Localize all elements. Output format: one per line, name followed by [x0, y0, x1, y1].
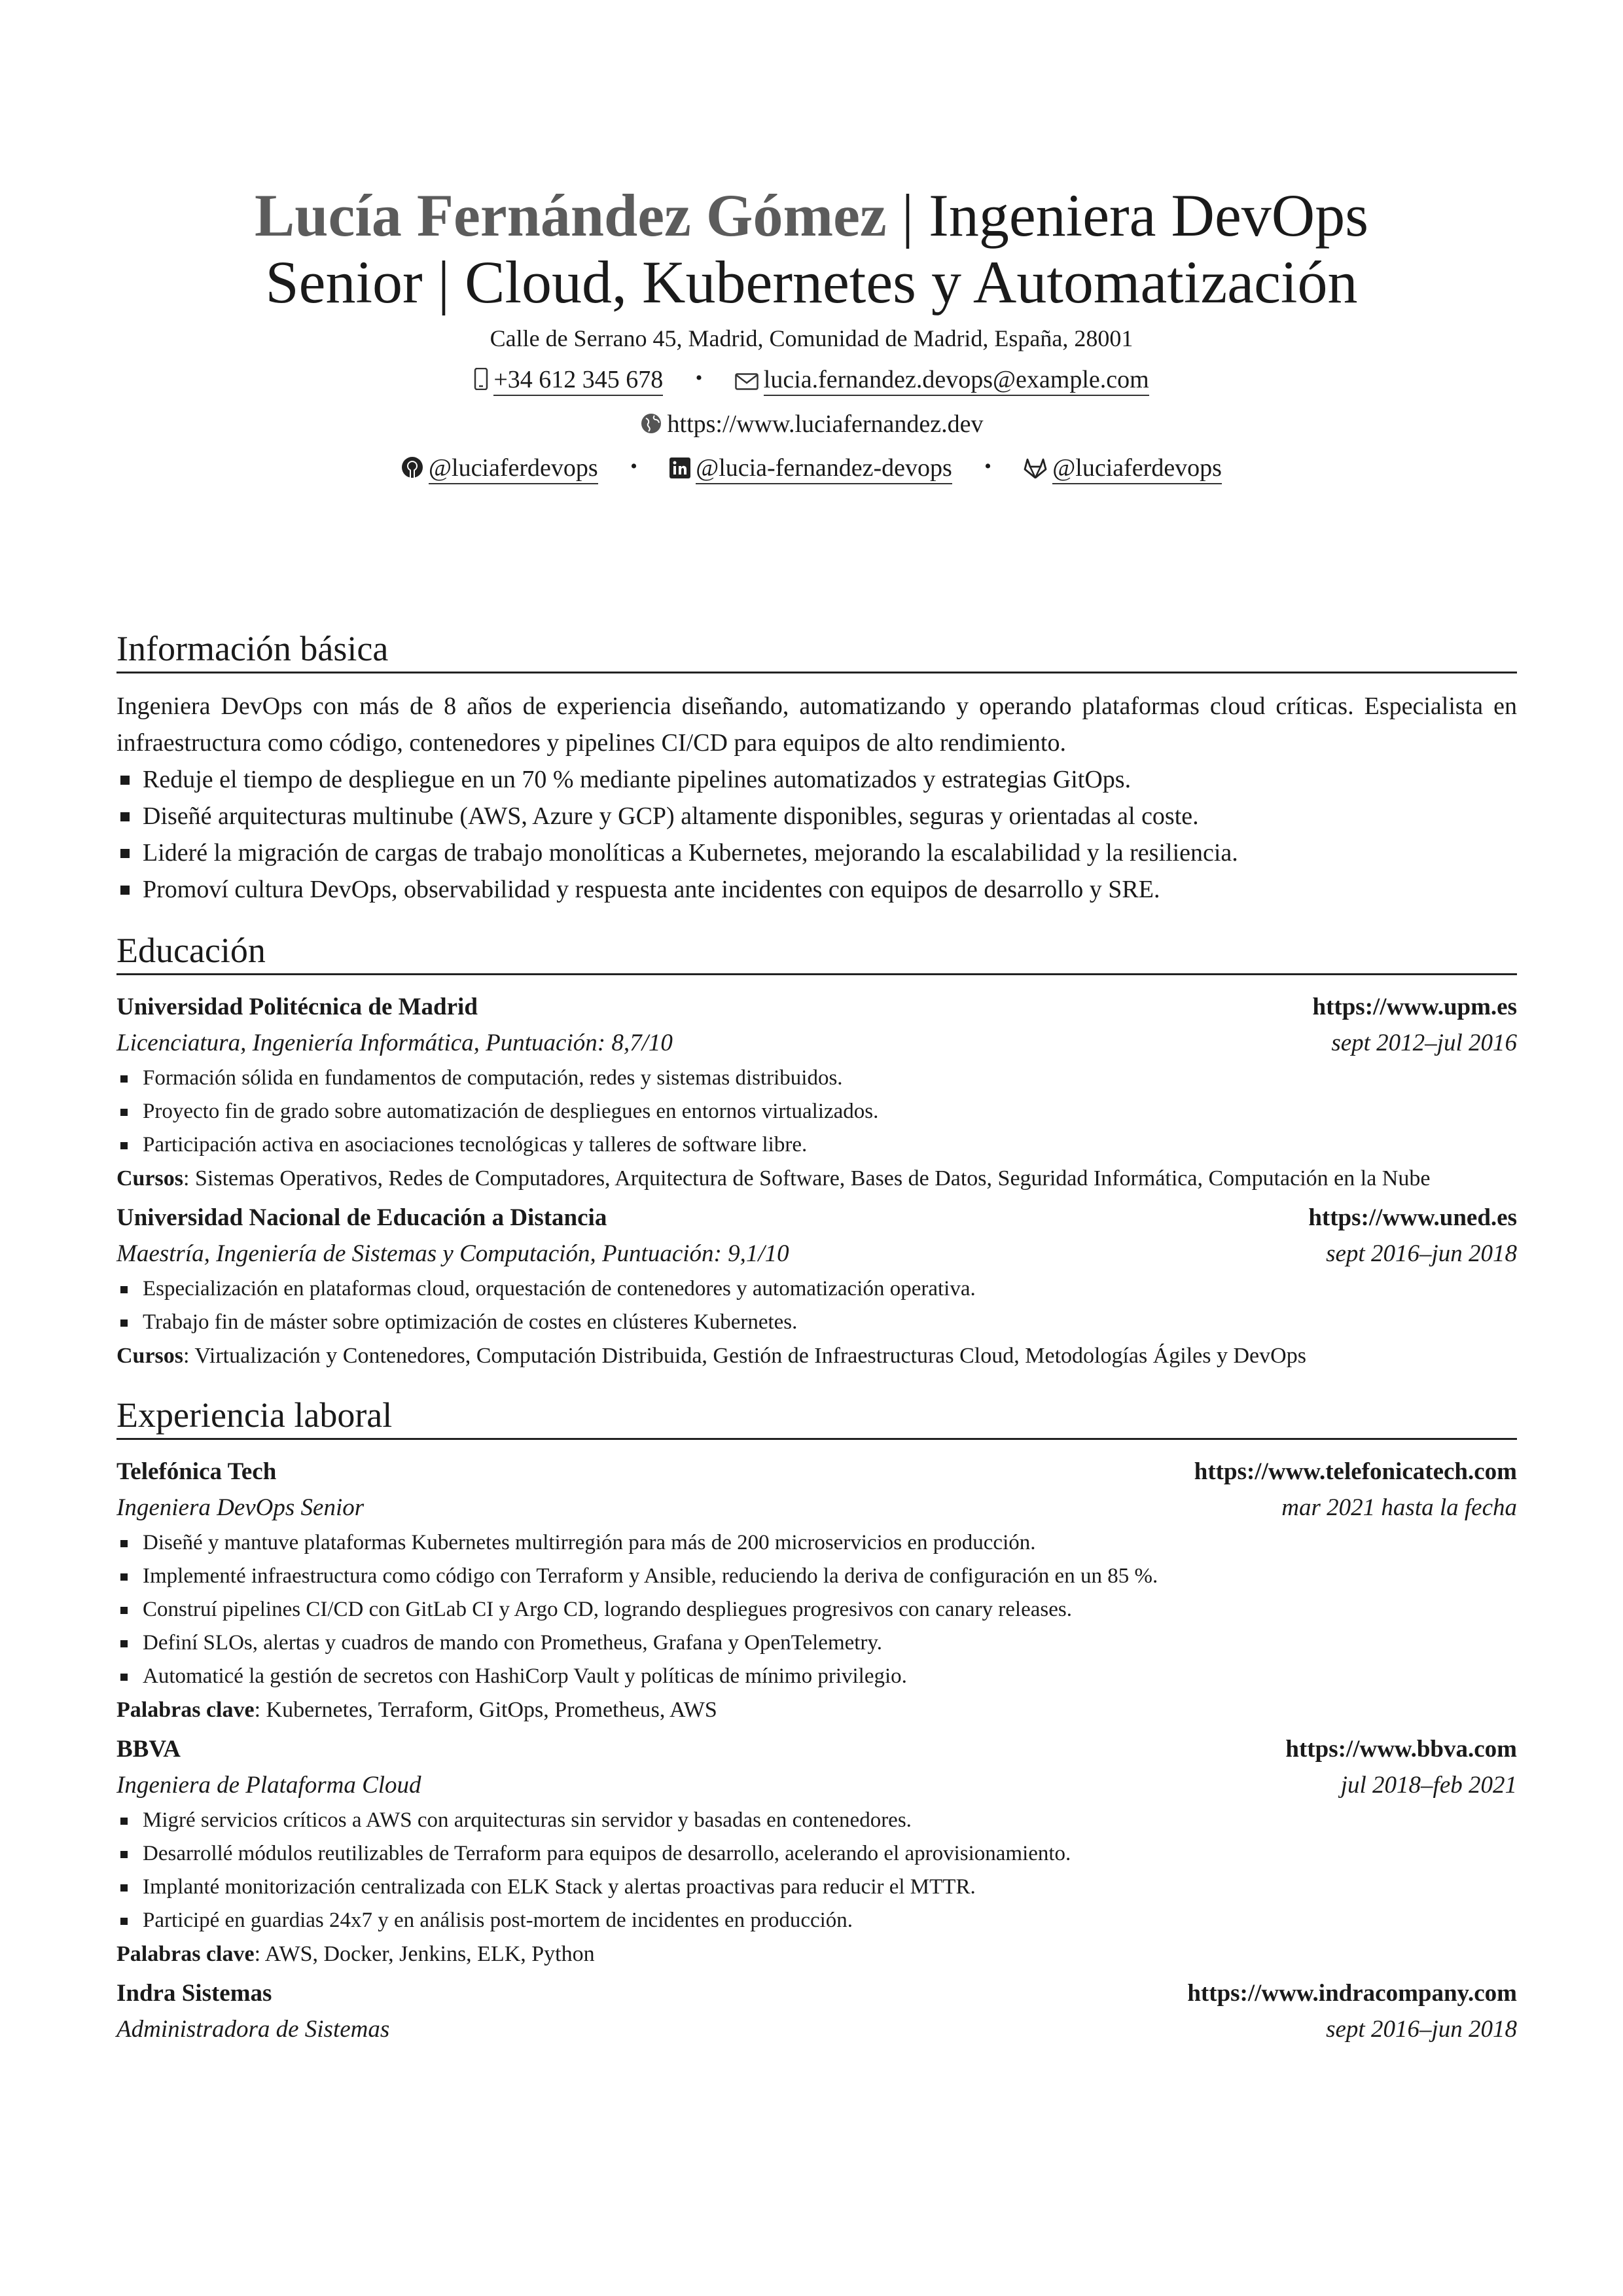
courses-list: Sistemas Operativos, Redes de Computadores, Arquitectura de Software, Bases de Datos, Seguridad Informática, Computación en la Nube	[194, 1166, 1431, 1191]
phone-icon	[474, 368, 488, 390]
contact-line-1	[0, 361, 1623, 396]
dates: jul 2018–feb 2021	[1340, 1772, 1517, 1799]
keywords-list: Kubernetes, Terraform, GitOps, Prometheus, AWS	[266, 1698, 717, 1722]
entry-subheader	[116, 2011, 1517, 2048]
entry-subheader	[116, 1490, 1517, 1526]
summary-section	[116, 628, 1517, 908]
experience-entry	[116, 1976, 1517, 2048]
experience-entry	[116, 1732, 1517, 1971]
degree: Licenciatura, Ingeniería Informática, Puntuación: 8,7/10	[116, 1030, 673, 1056]
separator: •	[984, 455, 991, 477]
list-item: Lideré la migración de cargas de trabajo monolíticas a Kubernetes, mejorando la escalabilidad y la resiliencia.	[116, 834, 1517, 871]
separator: •	[630, 455, 637, 477]
company-name: BBVA	[116, 1736, 181, 1763]
list-item: Promoví cultura DevOps, observabilidad y respuesta ante incidentes con equipos de desarrollo y SRE.	[116, 871, 1517, 908]
dates: sept 2016–jun 2018	[1326, 2016, 1517, 2043]
phone-link[interactable]: +34 612 345 678	[493, 366, 663, 396]
address: Calle de Serrano 45, Madrid, Comunidad de Madrid, España, 28001	[490, 325, 1133, 351]
experience-section	[116, 1395, 1517, 2048]
list-item: Especialización en plataformas cloud, orquestación de contenedores y automatización operativa.	[116, 1272, 1517, 1306]
list-item: Automaticé la gestión de secretos con HashiCorp Vault y políticas de mínimo privilegio.	[116, 1660, 1517, 1693]
linkedin-link[interactable]: @lucia-fernandez-devops	[696, 454, 952, 484]
gitlab-contact[interactable]	[1024, 452, 1222, 484]
keywords: Palabras clave: Kubernetes, Terraform, GitOps, Prometheus, AWS	[116, 1698, 717, 1722]
keywords-label: Palabras clave	[116, 1698, 255, 1722]
contact-line-3	[0, 450, 1623, 484]
experience-highlights	[116, 1804, 1517, 1937]
summary-text: Ingeniera DevOps con más de 8 años de experiencia diseñando, automatizando y operando plataformas cloud críticas. Especialista en infraestructura como código, contenedores y pipelines CI/CD para equipos de alto rendimiento.	[116, 692, 1517, 757]
summary-highlights	[116, 761, 1517, 908]
position: Administradora de Sistemas	[116, 2016, 390, 2043]
list-item: Participé en guardias 24x7 y en análisis post-mortem de incidentes en producción.	[116, 1904, 1517, 1937]
list-item: Migré servicios críticos a AWS con arquitecturas sin servidor y basadas en contenedores.	[116, 1804, 1517, 1837]
gitlab-icon	[1024, 457, 1047, 478]
entry-header	[116, 1976, 1517, 2011]
entry-header	[116, 1200, 1517, 1236]
courses: Cursos: Virtualización y Contenedores, Computación Distribuida, Gestión de Infraestructuras Cloud, Metodologías Ágiles y DevOps	[116, 1344, 1306, 1368]
company-url[interactable]: https://www.indracompany.com	[1187, 1980, 1517, 2007]
separator: •	[695, 367, 703, 389]
list-item: Formación sólida en fundamentos de computación, redes y sistemas distribuidos.	[116, 1062, 1517, 1095]
resume-body	[116, 628, 1517, 2070]
headline: | Ingeniera DevOps Senior | Cloud, Kubernetes y Automatización	[265, 182, 1369, 315]
section-title: Educación	[116, 930, 1517, 975]
page-title	[239, 182, 1384, 315]
phone-contact[interactable]	[474, 363, 663, 396]
list-item: Definí SLOs, alertas y cuadros de mando con Prometheus, Grafana y OpenTelemetry.	[116, 1626, 1517, 1660]
dates: sept 2012–jul 2016	[1331, 1030, 1517, 1056]
full-name: Lucía Fernández Gómez	[254, 182, 887, 249]
list-item: Diseñé y mantuve plataformas Kubernetes multirregión para más de 200 microservicios en producción.	[116, 1526, 1517, 1560]
github-link[interactable]: @luciaferdevops	[429, 454, 598, 484]
entry-subheader	[116, 1236, 1517, 1272]
list-item: Implementé infraestructura como código con Terraform y Ansible, reduciendo la deriva de configuración en un 85 %.	[116, 1560, 1517, 1593]
email-contact[interactable]	[735, 363, 1149, 396]
entry-header	[116, 990, 1517, 1025]
section-title: Experiencia laboral	[116, 1395, 1517, 1440]
contact-line-2	[0, 405, 1623, 440]
courses-label: Cursos	[116, 1344, 184, 1368]
institution-url[interactable]: https://www.upm.es	[1312, 994, 1517, 1020]
linkedin-contact[interactable]	[669, 452, 952, 484]
keywords-label: Palabras clave	[116, 1942, 255, 1966]
company-url[interactable]: https://www.bbva.com	[1285, 1736, 1517, 1763]
list-item: Trabajo fin de máster sobre optimización de costes en clústeres Kubernetes.	[116, 1306, 1517, 1339]
courses-label: Cursos	[116, 1166, 184, 1191]
institution-name: Universidad Nacional de Educación a Distancia	[116, 1204, 607, 1231]
education-highlights	[116, 1062, 1517, 1162]
list-item: Reduje el tiempo de despliegue en un 70 % mediante pipelines automatizados y estrategias GitOps.	[116, 761, 1517, 798]
education-section	[116, 930, 1517, 1372]
company-name: Telefónica Tech	[116, 1458, 277, 1485]
gitlab-link[interactable]: @luciaferdevops	[1052, 454, 1222, 484]
section-title: Información básica	[116, 628, 1517, 673]
website-contact[interactable]	[640, 408, 984, 440]
keywords-list: AWS, Docker, Jenkins, ELK, Python	[264, 1942, 595, 1966]
position: Ingeniera de Plataforma Cloud	[116, 1772, 421, 1799]
entry-header	[116, 1454, 1517, 1490]
dates: mar 2021 hasta la fecha	[1281, 1494, 1517, 1521]
company-url[interactable]: https://www.telefonicatech.com	[1194, 1458, 1517, 1485]
list-item: Diseñé arquitecturas multinube (AWS, Azure y GCP) altamente disponibles, seguras y orientadas al coste.	[116, 798, 1517, 834]
globe-icon	[640, 412, 662, 435]
list-item: Desarrollé módulos reutilizables de Terraform para equipos de desarrollo, acelerando el aprovisionamiento.	[116, 1837, 1517, 1871]
company-name: Indra Sistemas	[116, 1980, 272, 2007]
website-link[interactable]: https://www.luciafernandez.dev	[667, 410, 984, 438]
institution-url[interactable]: https://www.uned.es	[1308, 1204, 1517, 1231]
entry-header	[116, 1732, 1517, 1767]
institution-name: Universidad Politécnica de Madrid	[116, 994, 478, 1020]
list-item: Implanté monitorización centralizada con ELK Stack y alertas proactivas para reducir el MTTR.	[116, 1871, 1517, 1904]
list-item: Construí pipelines CI/CD con GitLab CI y Argo CD, logrando despliegues progresivos con canary releases.	[116, 1593, 1517, 1626]
position: Ingeniera DevOps Senior	[116, 1494, 365, 1521]
experience-entry	[116, 1454, 1517, 1727]
email-link[interactable]: lucia.fernandez.devops@example.com	[764, 366, 1149, 396]
entry-subheader	[116, 1025, 1517, 1062]
linkedin-icon	[669, 457, 690, 478]
envelope-icon	[735, 373, 758, 390]
experience-highlights	[116, 1526, 1517, 1693]
education-entry	[116, 990, 1517, 1195]
keywords: Palabras clave: AWS, Docker, Jenkins, ELK, Python	[116, 1942, 595, 1966]
list-item: Participación activa en asociaciones tecnológicas y talleres de software libre.	[116, 1128, 1517, 1162]
courses-list: Virtualización y Contenedores, Computación Distribuida, Gestión de Infraestructuras Cloud, Metodologías Ágiles y DevOps	[194, 1344, 1306, 1368]
entry-subheader	[116, 1767, 1517, 1804]
list-item: Proyecto fin de grado sobre automatización de despliegues en entornos virtualizados.	[116, 1095, 1517, 1128]
degree: Maestría, Ingeniería de Sistemas y Computación, Puntuación: 9,1/10	[116, 1240, 789, 1267]
education-entry	[116, 1200, 1517, 1372]
dates: sept 2016–jun 2018	[1326, 1240, 1517, 1267]
courses: Cursos: Sistemas Operativos, Redes de Computadores, Arquitectura de Software, Bases de Datos, Seguridad Informática, Computación en la Nube	[116, 1166, 1431, 1191]
resume-header	[0, 182, 1623, 484]
github-contact[interactable]	[401, 452, 598, 484]
github-icon	[401, 456, 423, 478]
education-highlights	[116, 1272, 1517, 1339]
